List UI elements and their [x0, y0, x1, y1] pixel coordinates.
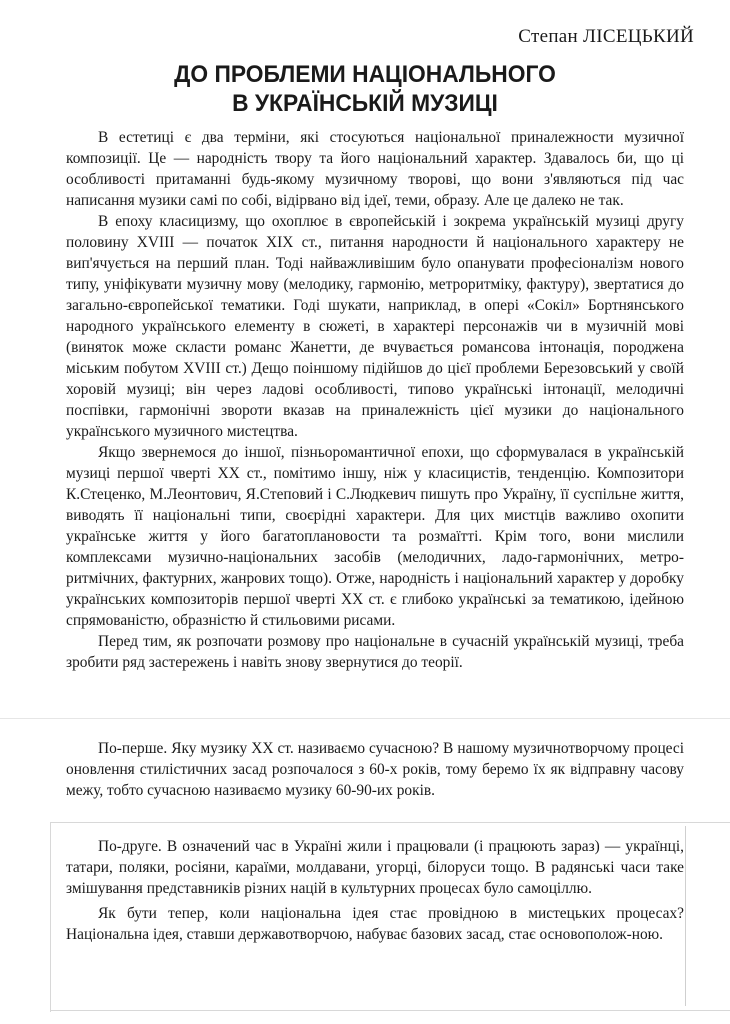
article-body-section-3	[66, 836, 684, 945]
paragraph: Перед тим, як розпочати розмову про національне в сучасній українській музиці, треба зробити ряд застережень і навіть знову звернутися до теорії.	[66, 633, 684, 671]
scan-edge-line	[50, 822, 51, 1012]
paragraph: В епоху класицизму, що охоплює в європейській і зокрема українській музиці другу половину XVIII — початок XIX ст., питання народности й національного характеру не вип'ячується на перший план. Тоді найважливішим було опанувати професіоналізм нового типу, уніфікувати музичну мову (мелодику, гармонію, метроритміку, фактуру), звертатися до загально-європейської тематики. Годі шукати, наприклад, в опері «Сокіл» Бортнянського народного українського елементу в сюжеті, в характері персонажів чи в музичній мові (виняток може скласти романс Жанетти, де вчувається романсова інтонація, породжена міським побутом XVIII ст.) Дещо поіншому підійшов до цієї проблеми Березовський у своїй хоровій музиці; він через ладові особливості, типово українські інтонації, мелодичні поспівки, гармонічні звороти вказав на приналежність цієї музики до національного українського музичного мистецтва.	[66, 213, 684, 440]
paragraph: Як бути тепер, коли національна ідея стає провідною в мистецьких процесах? Національна ідея, ставши державотворчою, набуває базових засад, стає основополож-ною.	[66, 905, 684, 943]
paragraph: В естетиці є два терміни, які стосуються національної приналежности музичної композиції. Це — народність твору та його національний характер. Здавалось би, що ці особливості притаманні будь-якому музичному творові, що вони з'являються під час написання музики самі по собі, відірвано від ідеї, теми, образу. Але це далеко не так.	[66, 129, 684, 209]
scan-edge-line	[685, 826, 686, 1006]
scan-edge-line	[0, 718, 730, 719]
scan-watermark: ​	[591, 104, 603, 169]
author-name: Степан ЛІСЕЦЬКИЙ	[518, 26, 694, 47]
title-line: ДО ПРОБЛЕМИ НАЦІОНАЛЬНОГО	[174, 61, 556, 88]
article-body-section-2	[66, 738, 684, 801]
paragraph: По-друге. В означений час в Україні жили і працювали (і працюють зараз) — українці, татари, поляки, росіяни, караїми, молдавани, угорці, білоруси тощо. В радянські часи таке змішування представників різних націй в культурних процесах було самоціллю.	[66, 838, 684, 897]
paragraph: Якщо звернемося до іншої, пізньоромантичної епохи, що сформувалася в українській музиці першої чверті XX ст., помітимо іншу, ніж у класицистів, тенденцію. Композитори К.Стеценко, М.Леонтович, Я.Степовий і С.Людкевич пишуть про Україну, її суспільне життя, виводять її національні типи, своєрідні характери. Для цих мистців важливо охопити українське життя у його багатоплановости та розмаїтті. Крім того, вони мислили комплексами музично-національних засобів (мелодичних, ладо-гармонічних, метро-ритмічних, фактурних, жанрових тощо). Отже, народність і національний характер у доробку українських композиторів першої чверті XX ст. є глибоко українські за тематикою, ідейною спрямованістю, образністю й стильовими рисами.	[66, 444, 684, 629]
scan-edge-line	[50, 822, 730, 823]
article-title	[26, 60, 705, 118]
paragraph: По-перше. Яку музику XX ст. називаємо сучасною? В нашому музичнотворчому процесі оновлення стилістичних засад розпочалося з 60-х років, тому беремо їх як відправну часову межу, тобто сучасною називаємо музику 60-90-их років.	[66, 740, 684, 799]
title-line: В УКРАЇНСЬКІЙ МУЗИЦІ	[232, 90, 498, 117]
article-body	[66, 127, 684, 673]
scan-edge-line	[50, 1010, 730, 1011]
